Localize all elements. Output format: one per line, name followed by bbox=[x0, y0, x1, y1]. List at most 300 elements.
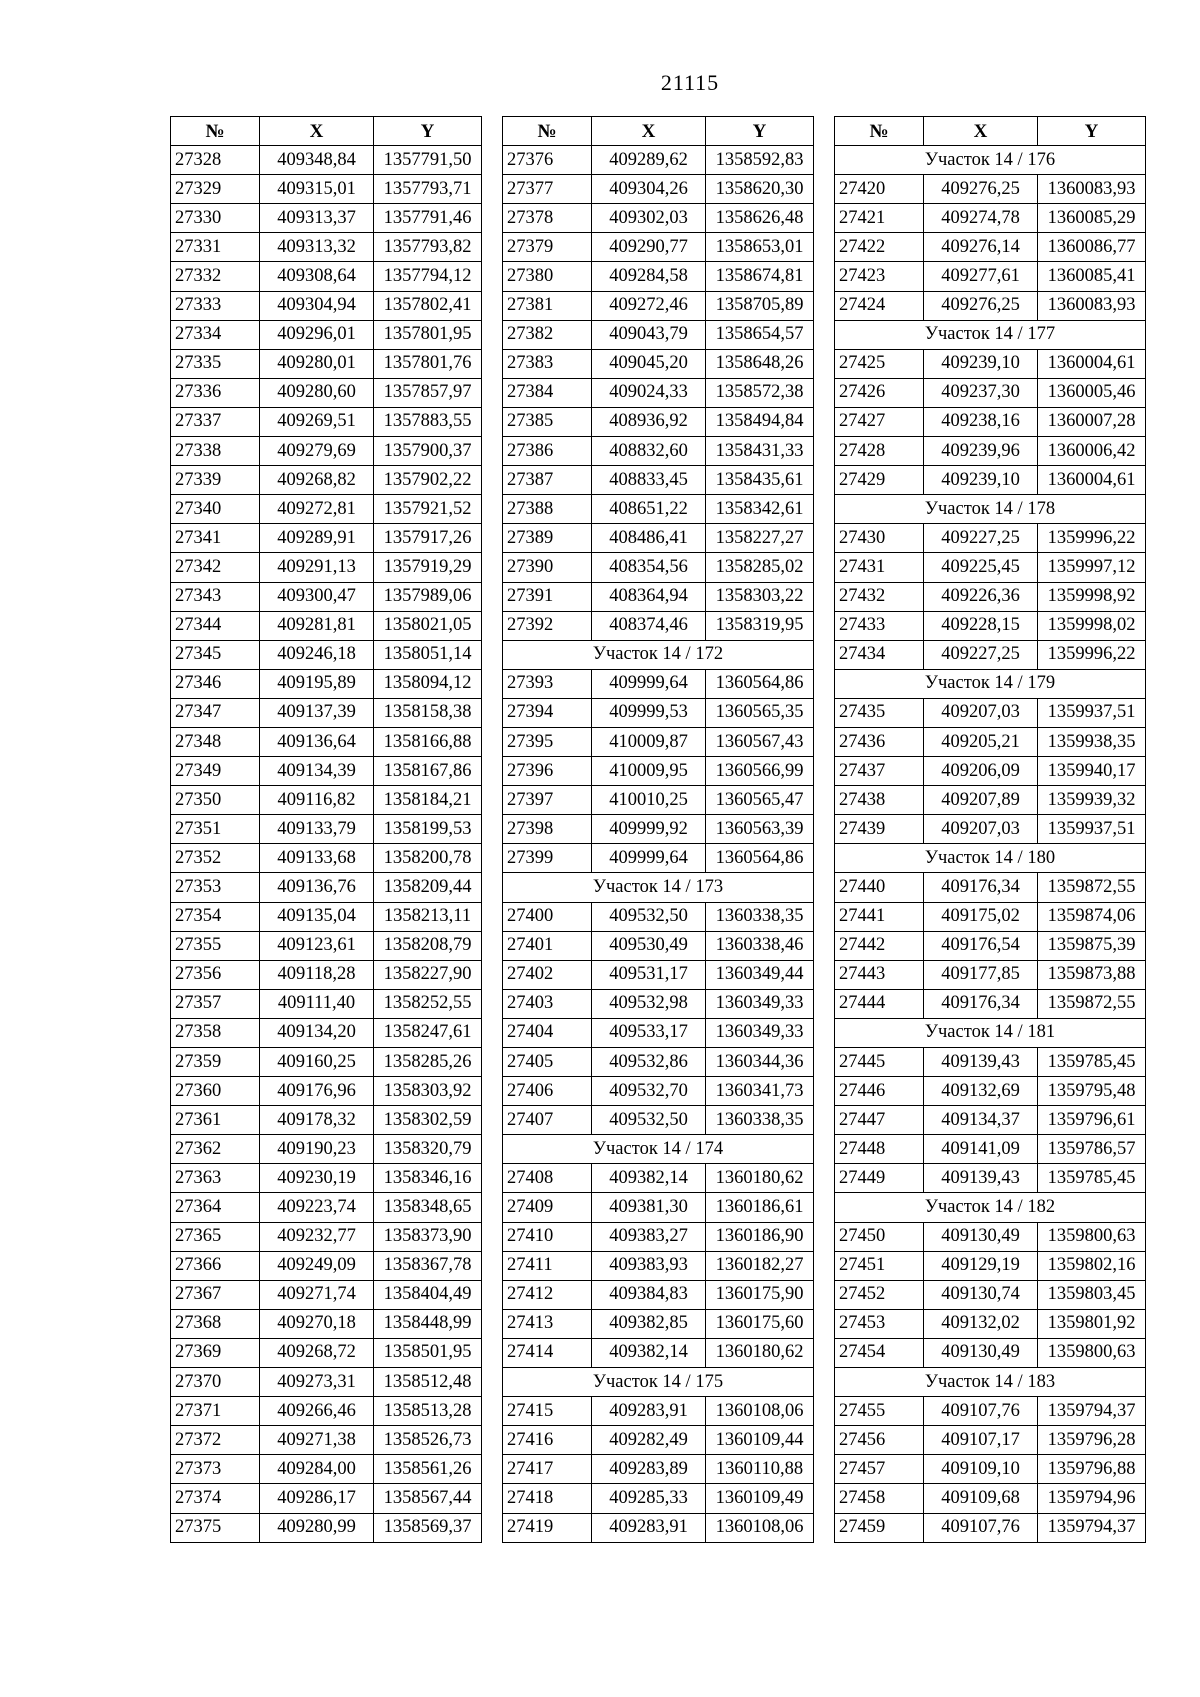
table-row bbox=[171, 262, 482, 291]
table-row bbox=[835, 1135, 1146, 1164]
point-number: 27429 bbox=[835, 466, 924, 495]
y-coordinate: 1360085,29 bbox=[1038, 204, 1146, 233]
table-row bbox=[503, 1426, 814, 1455]
table-row bbox=[835, 815, 1146, 844]
table-row bbox=[171, 1222, 482, 1251]
x-coordinate: 409132,02 bbox=[924, 1309, 1038, 1338]
y-coordinate: 1360566,99 bbox=[706, 757, 814, 786]
point-number: 27386 bbox=[503, 437, 592, 466]
table-row bbox=[171, 960, 482, 989]
table-row bbox=[835, 873, 1146, 902]
table-row bbox=[171, 349, 482, 378]
point-number: 27410 bbox=[503, 1222, 592, 1251]
y-coordinate: 1358513,28 bbox=[374, 1397, 482, 1426]
table-row bbox=[503, 1397, 814, 1426]
y-coordinate: 1360007,28 bbox=[1038, 407, 1146, 436]
y-coordinate: 1360186,61 bbox=[706, 1193, 814, 1222]
point-number: 27383 bbox=[503, 349, 592, 378]
y-coordinate: 1357921,52 bbox=[374, 495, 482, 524]
y-coordinate: 1360338,35 bbox=[706, 902, 814, 931]
table-row bbox=[171, 640, 482, 669]
point-number: 27420 bbox=[835, 175, 924, 204]
table-row bbox=[503, 669, 814, 698]
table-row bbox=[171, 291, 482, 320]
x-coordinate: 409225,45 bbox=[924, 553, 1038, 582]
y-coordinate: 1358319,95 bbox=[706, 611, 814, 640]
point-number: 27411 bbox=[503, 1251, 592, 1280]
point-number: 27395 bbox=[503, 727, 592, 756]
table-row bbox=[171, 1193, 482, 1222]
y-coordinate: 1359872,55 bbox=[1038, 989, 1146, 1018]
point-number: 27369 bbox=[171, 1338, 260, 1367]
table-row bbox=[835, 931, 1146, 960]
y-coordinate: 1360175,90 bbox=[706, 1280, 814, 1309]
table-row bbox=[503, 1164, 814, 1193]
point-number: 27381 bbox=[503, 291, 592, 320]
table-row bbox=[503, 495, 814, 524]
x-coordinate: 410009,87 bbox=[592, 727, 706, 756]
y-coordinate: 1359796,28 bbox=[1038, 1426, 1146, 1455]
point-number: 27421 bbox=[835, 204, 924, 233]
x-coordinate: 409280,99 bbox=[260, 1513, 374, 1542]
y-coordinate: 1360182,27 bbox=[706, 1251, 814, 1280]
table-row bbox=[171, 727, 482, 756]
table-row bbox=[171, 1397, 482, 1426]
x-coordinate: 409045,20 bbox=[592, 349, 706, 378]
x-coordinate: 409178,32 bbox=[260, 1106, 374, 1135]
x-coordinate: 408833,45 bbox=[592, 466, 706, 495]
y-coordinate: 1357883,55 bbox=[374, 407, 482, 436]
table-row bbox=[503, 931, 814, 960]
x-coordinate: 408936,92 bbox=[592, 407, 706, 436]
point-number: 27380 bbox=[503, 262, 592, 291]
table-row bbox=[835, 1251, 1146, 1280]
point-number: 27441 bbox=[835, 902, 924, 931]
x-coordinate: 409300,47 bbox=[260, 582, 374, 611]
y-coordinate: 1358208,79 bbox=[374, 931, 482, 960]
y-coordinate: 1357802,41 bbox=[374, 291, 482, 320]
table-row bbox=[171, 844, 482, 873]
y-coordinate: 1358213,11 bbox=[374, 902, 482, 931]
y-coordinate: 1359937,51 bbox=[1038, 815, 1146, 844]
point-number: 27360 bbox=[171, 1077, 260, 1106]
x-coordinate: 409302,03 bbox=[592, 204, 706, 233]
section-title: Участок 14 / 172 bbox=[503, 640, 814, 669]
point-number: 27348 bbox=[171, 727, 260, 756]
point-number: 27368 bbox=[171, 1309, 260, 1338]
x-coordinate: 409532,50 bbox=[592, 902, 706, 931]
x-coordinate: 409999,64 bbox=[592, 669, 706, 698]
point-number: 27407 bbox=[503, 1106, 592, 1135]
y-coordinate: 1358501,95 bbox=[374, 1338, 482, 1367]
table-row bbox=[171, 1251, 482, 1280]
point-number: 27422 bbox=[835, 233, 924, 262]
point-number: 27349 bbox=[171, 757, 260, 786]
x-coordinate: 409207,03 bbox=[924, 698, 1038, 727]
point-number: 27450 bbox=[835, 1222, 924, 1251]
point-number: 27329 bbox=[171, 175, 260, 204]
point-number: 27403 bbox=[503, 989, 592, 1018]
x-coordinate: 409532,86 bbox=[592, 1048, 706, 1077]
y-coordinate: 1358200,78 bbox=[374, 844, 482, 873]
section-title: Участок 14 / 175 bbox=[503, 1368, 814, 1397]
point-number: 27448 bbox=[835, 1135, 924, 1164]
x-coordinate: 409205,21 bbox=[924, 727, 1038, 756]
table-row bbox=[835, 1106, 1146, 1135]
table-row bbox=[171, 931, 482, 960]
x-coordinate: 409230,19 bbox=[260, 1164, 374, 1193]
section-row bbox=[835, 844, 1146, 873]
coordinates-table-1 bbox=[170, 116, 482, 1543]
point-number: 27353 bbox=[171, 873, 260, 902]
header-row bbox=[503, 117, 814, 146]
section-row bbox=[503, 640, 814, 669]
table-row bbox=[503, 1106, 814, 1135]
point-number: 27379 bbox=[503, 233, 592, 262]
point-number: 27385 bbox=[503, 407, 592, 436]
y-coordinate: 1358094,12 bbox=[374, 669, 482, 698]
y-coordinate: 1358561,26 bbox=[374, 1455, 482, 1484]
table-row bbox=[171, 553, 482, 582]
x-coordinate: 409130,49 bbox=[924, 1338, 1038, 1367]
y-coordinate: 1360341,73 bbox=[706, 1077, 814, 1106]
point-number: 27362 bbox=[171, 1135, 260, 1164]
x-coordinate: 409134,37 bbox=[924, 1106, 1038, 1135]
x-coordinate: 409283,91 bbox=[592, 1397, 706, 1426]
table-row bbox=[835, 989, 1146, 1018]
point-number: 27423 bbox=[835, 262, 924, 291]
point-number: 27365 bbox=[171, 1222, 260, 1251]
y-coordinate: 1358167,86 bbox=[374, 757, 482, 786]
point-number: 27456 bbox=[835, 1426, 924, 1455]
x-coordinate: 409223,74 bbox=[260, 1193, 374, 1222]
section-title: Участок 14 / 173 bbox=[503, 873, 814, 902]
y-coordinate: 1357791,46 bbox=[374, 204, 482, 233]
point-number: 27426 bbox=[835, 378, 924, 407]
table-row bbox=[503, 146, 814, 175]
x-coordinate: 409109,10 bbox=[924, 1455, 1038, 1484]
y-coordinate: 1358051,14 bbox=[374, 640, 482, 669]
point-number: 27358 bbox=[171, 1018, 260, 1047]
x-coordinate: 409304,26 bbox=[592, 175, 706, 204]
x-coordinate: 409382,14 bbox=[592, 1164, 706, 1193]
table-body bbox=[171, 146, 482, 1543]
point-number: 27354 bbox=[171, 902, 260, 931]
x-coordinate: 409283,89 bbox=[592, 1455, 706, 1484]
point-number: 27343 bbox=[171, 582, 260, 611]
y-coordinate: 1359794,37 bbox=[1038, 1397, 1146, 1426]
x-coordinate: 409228,15 bbox=[924, 611, 1038, 640]
x-coordinate: 409274,78 bbox=[924, 204, 1038, 233]
point-number: 27417 bbox=[503, 1455, 592, 1484]
x-coordinate: 409195,89 bbox=[260, 669, 374, 698]
point-number: 27459 bbox=[835, 1513, 924, 1542]
y-coordinate: 1359785,45 bbox=[1038, 1164, 1146, 1193]
y-coordinate: 1357917,26 bbox=[374, 524, 482, 553]
y-coordinate: 1360349,44 bbox=[706, 960, 814, 989]
y-coordinate: 1359796,88 bbox=[1038, 1455, 1146, 1484]
table-row bbox=[835, 1484, 1146, 1513]
x-coordinate: 409999,92 bbox=[592, 815, 706, 844]
point-number: 27425 bbox=[835, 349, 924, 378]
section-title: Участок 14 / 178 bbox=[835, 495, 1146, 524]
y-coordinate: 1360004,61 bbox=[1038, 466, 1146, 495]
header-number: № bbox=[171, 117, 260, 146]
table-row bbox=[171, 204, 482, 233]
table-row bbox=[835, 698, 1146, 727]
table-row bbox=[503, 233, 814, 262]
y-coordinate: 1358367,78 bbox=[374, 1251, 482, 1280]
point-number: 27377 bbox=[503, 175, 592, 204]
x-coordinate: 409123,61 bbox=[260, 931, 374, 960]
point-number: 27339 bbox=[171, 466, 260, 495]
y-coordinate: 1358626,48 bbox=[706, 204, 814, 233]
table-row bbox=[503, 698, 814, 727]
y-coordinate: 1360349,33 bbox=[706, 1018, 814, 1047]
table-row bbox=[171, 611, 482, 640]
x-coordinate: 410009,95 bbox=[592, 757, 706, 786]
y-coordinate: 1358303,22 bbox=[706, 582, 814, 611]
y-coordinate: 1358227,90 bbox=[374, 960, 482, 989]
table-row bbox=[835, 1222, 1146, 1251]
table-row bbox=[503, 1513, 814, 1542]
x-coordinate: 409269,51 bbox=[260, 407, 374, 436]
y-coordinate: 1360564,86 bbox=[706, 669, 814, 698]
y-coordinate: 1359996,22 bbox=[1038, 524, 1146, 553]
table-row bbox=[835, 1513, 1146, 1542]
x-coordinate: 409348,84 bbox=[260, 146, 374, 175]
y-coordinate: 1360180,62 bbox=[706, 1164, 814, 1193]
y-coordinate: 1359996,22 bbox=[1038, 640, 1146, 669]
point-number: 27389 bbox=[503, 524, 592, 553]
y-coordinate: 1358247,61 bbox=[374, 1018, 482, 1047]
y-coordinate: 1358285,02 bbox=[706, 553, 814, 582]
y-coordinate: 1358166,88 bbox=[374, 727, 482, 756]
y-coordinate: 1359795,48 bbox=[1038, 1077, 1146, 1106]
header-x: X bbox=[592, 117, 706, 146]
y-coordinate: 1358620,30 bbox=[706, 175, 814, 204]
point-number: 27409 bbox=[503, 1193, 592, 1222]
point-number: 27330 bbox=[171, 204, 260, 233]
y-coordinate: 1359785,45 bbox=[1038, 1048, 1146, 1077]
point-number: 27396 bbox=[503, 757, 592, 786]
y-coordinate: 1357989,06 bbox=[374, 582, 482, 611]
point-number: 27446 bbox=[835, 1077, 924, 1106]
x-coordinate: 409043,79 bbox=[592, 320, 706, 349]
table-row bbox=[171, 1135, 482, 1164]
x-coordinate: 409532,98 bbox=[592, 989, 706, 1018]
table-row bbox=[171, 146, 482, 175]
table-row bbox=[835, 524, 1146, 553]
y-coordinate: 1360565,35 bbox=[706, 698, 814, 727]
x-coordinate: 409107,76 bbox=[924, 1397, 1038, 1426]
table-row bbox=[171, 320, 482, 349]
y-coordinate: 1358209,44 bbox=[374, 873, 482, 902]
y-coordinate: 1358320,79 bbox=[374, 1135, 482, 1164]
section-row bbox=[835, 669, 1146, 698]
x-coordinate: 409280,01 bbox=[260, 349, 374, 378]
point-number: 27390 bbox=[503, 553, 592, 582]
y-coordinate: 1359939,32 bbox=[1038, 786, 1146, 815]
point-number: 27359 bbox=[171, 1048, 260, 1077]
x-coordinate: 409239,96 bbox=[924, 437, 1038, 466]
y-coordinate: 1360180,62 bbox=[706, 1338, 814, 1367]
y-coordinate: 1360004,61 bbox=[1038, 349, 1146, 378]
point-number: 27351 bbox=[171, 815, 260, 844]
coordinates-table-2 bbox=[502, 116, 814, 1543]
table-row bbox=[835, 582, 1146, 611]
x-coordinate: 409237,30 bbox=[924, 378, 1038, 407]
x-coordinate: 409139,43 bbox=[924, 1164, 1038, 1193]
y-coordinate: 1360086,77 bbox=[1038, 233, 1146, 262]
y-coordinate: 1359786,57 bbox=[1038, 1135, 1146, 1164]
x-coordinate: 409266,46 bbox=[260, 1397, 374, 1426]
point-number: 27345 bbox=[171, 640, 260, 669]
point-number: 27419 bbox=[503, 1513, 592, 1542]
point-number: 27449 bbox=[835, 1164, 924, 1193]
x-coordinate: 409129,19 bbox=[924, 1251, 1038, 1280]
table-row bbox=[503, 1048, 814, 1077]
table-row bbox=[171, 1309, 482, 1338]
table-row bbox=[503, 1484, 814, 1513]
point-number: 27414 bbox=[503, 1338, 592, 1367]
point-number: 27434 bbox=[835, 640, 924, 669]
x-coordinate: 409190,23 bbox=[260, 1135, 374, 1164]
y-coordinate: 1360109,44 bbox=[706, 1426, 814, 1455]
point-number: 27388 bbox=[503, 495, 592, 524]
table-row bbox=[503, 1077, 814, 1106]
y-coordinate: 1358348,65 bbox=[374, 1193, 482, 1222]
x-coordinate: 409999,53 bbox=[592, 698, 706, 727]
y-coordinate: 1359801,92 bbox=[1038, 1309, 1146, 1338]
x-coordinate: 409999,64 bbox=[592, 844, 706, 873]
section-title: Участок 14 / 177 bbox=[835, 320, 1146, 349]
x-coordinate: 409176,96 bbox=[260, 1077, 374, 1106]
y-coordinate: 1357900,37 bbox=[374, 437, 482, 466]
table-body bbox=[503, 146, 814, 1543]
y-coordinate: 1360175,60 bbox=[706, 1309, 814, 1338]
x-coordinate: 409384,83 bbox=[592, 1280, 706, 1309]
point-number: 27438 bbox=[835, 786, 924, 815]
section-title: Участок 14 / 179 bbox=[835, 669, 1146, 698]
x-coordinate: 409383,93 bbox=[592, 1251, 706, 1280]
x-coordinate: 409107,76 bbox=[924, 1513, 1038, 1542]
x-coordinate: 408486,41 bbox=[592, 524, 706, 553]
y-coordinate: 1359940,17 bbox=[1038, 757, 1146, 786]
point-number: 27440 bbox=[835, 873, 924, 902]
x-coordinate: 409109,68 bbox=[924, 1484, 1038, 1513]
y-coordinate: 1358572,38 bbox=[706, 378, 814, 407]
x-coordinate: 409270,18 bbox=[260, 1309, 374, 1338]
y-coordinate: 1360563,39 bbox=[706, 815, 814, 844]
x-coordinate: 409272,81 bbox=[260, 495, 374, 524]
y-coordinate: 1359794,96 bbox=[1038, 1484, 1146, 1513]
x-coordinate: 409273,31 bbox=[260, 1368, 374, 1397]
point-number: 27331 bbox=[171, 233, 260, 262]
point-number: 27338 bbox=[171, 437, 260, 466]
x-coordinate: 409315,01 bbox=[260, 175, 374, 204]
point-number: 27443 bbox=[835, 960, 924, 989]
header-y: Y bbox=[706, 117, 814, 146]
table-row bbox=[503, 437, 814, 466]
table-row bbox=[835, 262, 1146, 291]
y-coordinate: 1357793,82 bbox=[374, 233, 482, 262]
section-row bbox=[835, 1368, 1146, 1397]
point-number: 27439 bbox=[835, 815, 924, 844]
x-coordinate: 409282,49 bbox=[592, 1426, 706, 1455]
y-coordinate: 1358592,83 bbox=[706, 146, 814, 175]
table-row bbox=[835, 1397, 1146, 1426]
point-number: 27430 bbox=[835, 524, 924, 553]
table-row bbox=[503, 757, 814, 786]
table-row bbox=[171, 233, 482, 262]
table-row bbox=[835, 640, 1146, 669]
point-number: 27433 bbox=[835, 611, 924, 640]
point-number: 27418 bbox=[503, 1484, 592, 1513]
table-row bbox=[835, 1309, 1146, 1338]
table-row bbox=[835, 960, 1146, 989]
y-coordinate: 1359803,45 bbox=[1038, 1280, 1146, 1309]
table-row bbox=[503, 175, 814, 204]
point-number: 27347 bbox=[171, 698, 260, 727]
x-coordinate: 409289,62 bbox=[592, 146, 706, 175]
y-coordinate: 1360565,47 bbox=[706, 786, 814, 815]
table-row bbox=[503, 524, 814, 553]
x-coordinate: 409271,38 bbox=[260, 1426, 374, 1455]
point-number: 27341 bbox=[171, 524, 260, 553]
point-number: 27404 bbox=[503, 1018, 592, 1047]
x-coordinate: 409118,28 bbox=[260, 960, 374, 989]
point-number: 27445 bbox=[835, 1048, 924, 1077]
table-row bbox=[835, 175, 1146, 204]
x-coordinate: 409226,36 bbox=[924, 582, 1038, 611]
x-coordinate: 409533,17 bbox=[592, 1018, 706, 1047]
table-row bbox=[835, 349, 1146, 378]
y-coordinate: 1358569,37 bbox=[374, 1513, 482, 1542]
table-row bbox=[171, 989, 482, 1018]
table-row bbox=[171, 175, 482, 204]
y-coordinate: 1359937,51 bbox=[1038, 698, 1146, 727]
table-row bbox=[503, 1018, 814, 1047]
y-coordinate: 1357801,76 bbox=[374, 349, 482, 378]
point-number: 27328 bbox=[171, 146, 260, 175]
y-coordinate: 1360085,41 bbox=[1038, 262, 1146, 291]
point-number: 27342 bbox=[171, 553, 260, 582]
y-coordinate: 1358252,55 bbox=[374, 989, 482, 1018]
header-y: Y bbox=[374, 117, 482, 146]
y-coordinate: 1358494,84 bbox=[706, 407, 814, 436]
x-coordinate: 409276,25 bbox=[924, 175, 1038, 204]
y-coordinate: 1358158,38 bbox=[374, 698, 482, 727]
table-row bbox=[171, 582, 482, 611]
y-coordinate: 1358303,92 bbox=[374, 1077, 482, 1106]
section-title: Участок 14 / 180 bbox=[835, 844, 1146, 873]
x-coordinate: 409232,77 bbox=[260, 1222, 374, 1251]
x-coordinate: 409176,54 bbox=[924, 931, 1038, 960]
table-row bbox=[503, 582, 814, 611]
x-coordinate: 409136,76 bbox=[260, 873, 374, 902]
table-row bbox=[835, 407, 1146, 436]
header-number: № bbox=[835, 117, 924, 146]
point-number: 27402 bbox=[503, 960, 592, 989]
x-coordinate: 409277,61 bbox=[924, 262, 1038, 291]
y-coordinate: 1359938,35 bbox=[1038, 727, 1146, 756]
point-number: 27373 bbox=[171, 1455, 260, 1484]
x-coordinate: 409290,77 bbox=[592, 233, 706, 262]
point-number: 27406 bbox=[503, 1077, 592, 1106]
point-number: 27350 bbox=[171, 786, 260, 815]
x-coordinate: 409130,49 bbox=[924, 1222, 1038, 1251]
